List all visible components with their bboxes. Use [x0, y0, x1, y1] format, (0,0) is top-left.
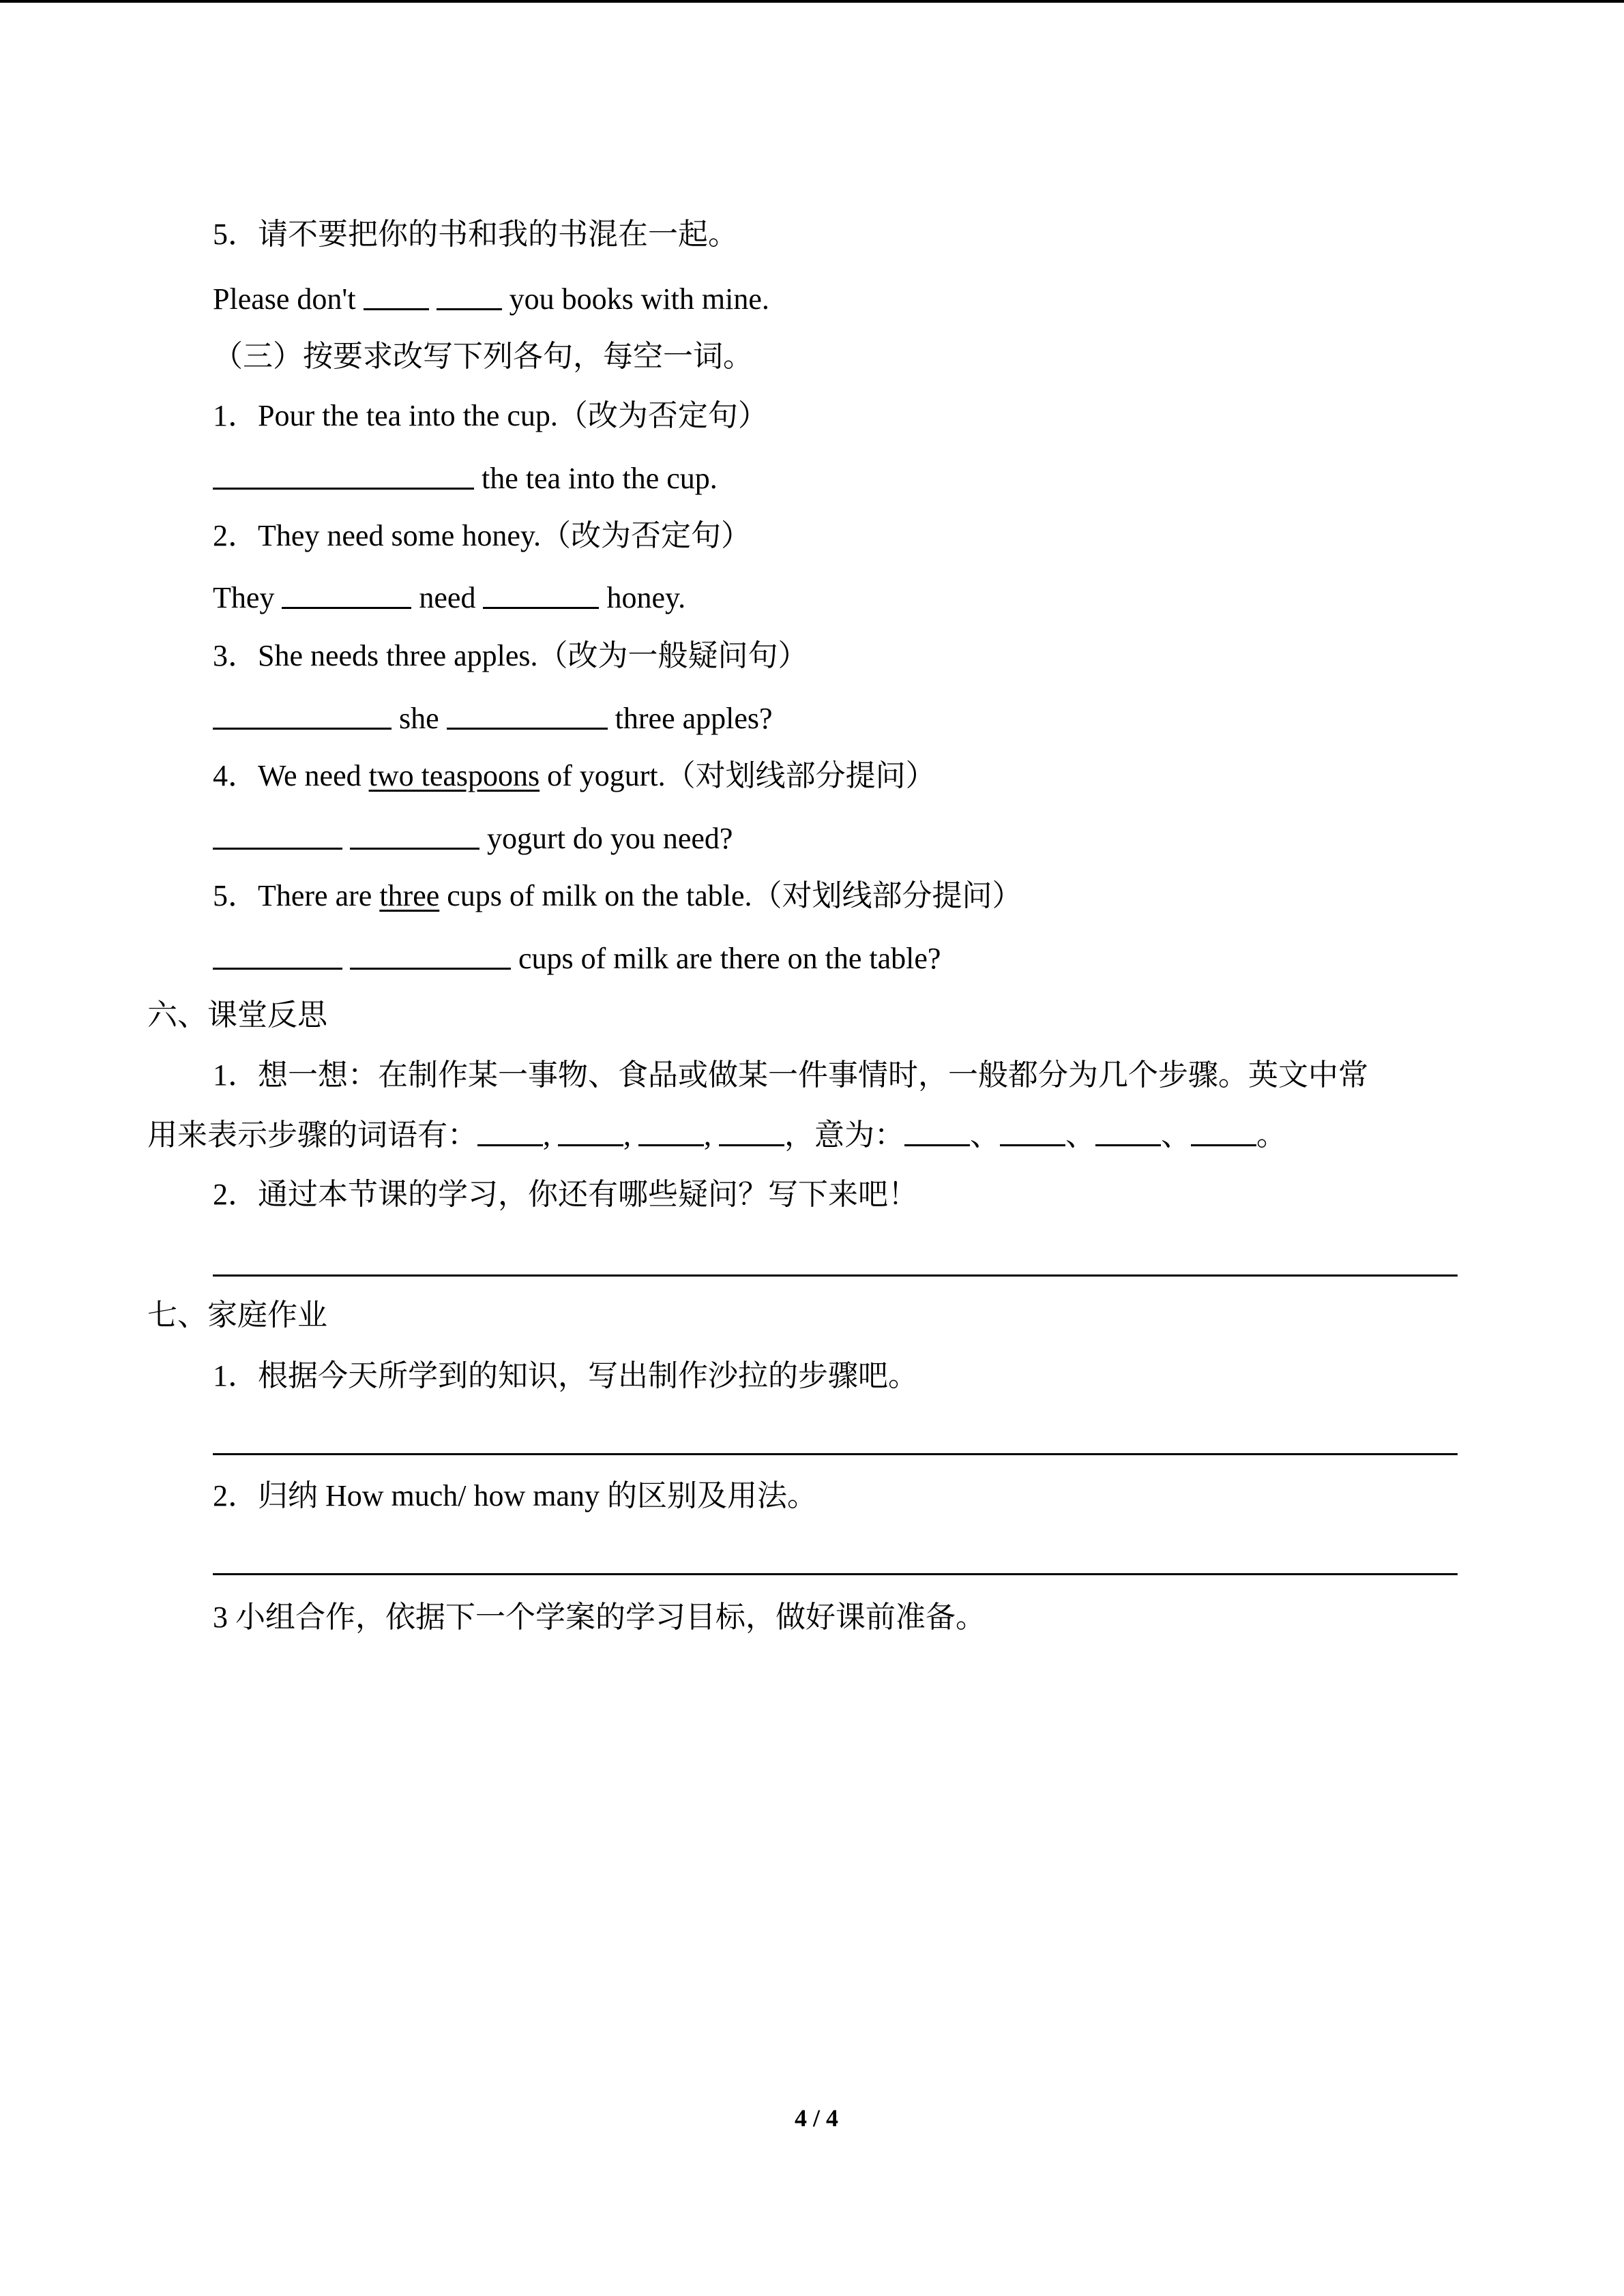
answer-blank[interactable]	[1095, 1117, 1161, 1146]
rewrite-item-3: 3．She needs three apples.（改为一般疑问句）	[213, 639, 808, 672]
comma: ,	[704, 1118, 711, 1152]
underlined-phrase: two teaspoons	[368, 759, 540, 792]
rewrite-item-1: 1．Pour the tea into the cup.（改为否定句）	[213, 399, 768, 432]
reflection-item-1: 1．想一想：在制作某一事物、食品或做某一件事情时，一般都分为几个步骤。英文中常	[213, 1058, 1368, 1092]
answer-blank[interactable]	[1191, 1117, 1256, 1146]
rewrite-item-2: 2．They need some honey.（改为否定句）	[213, 519, 752, 552]
text-please-dont: Please don't	[213, 282, 356, 316]
text-we-need: 4．We need	[213, 759, 361, 792]
rewrite-item-4	[213, 756, 936, 796]
answer-line[interactable]	[213, 1274, 1458, 1277]
section-6-heading: 六、课堂反思	[147, 998, 327, 1032]
rewrite-answer-3	[213, 698, 773, 739]
dun-mark: 、	[1065, 1118, 1095, 1152]
text-tea-into-cup: the tea into the cup.	[482, 462, 718, 495]
answer-line[interactable]	[213, 1453, 1458, 1455]
answer-blank[interactable]	[364, 281, 429, 310]
top-border	[0, 0, 1624, 3]
answer-blank[interactable]	[437, 281, 502, 310]
section-7-heading: 七、家庭作业	[147, 1298, 327, 1332]
chinese-sentence-5: 5．请不要把你的书和我的书混在一起。	[213, 218, 738, 251]
answer-blank[interactable]	[350, 820, 479, 850]
section-3-heading: （三）按要求改写下列各句，每空一词。	[213, 340, 753, 373]
answer-blank[interactable]	[1000, 1117, 1065, 1146]
text-honey: honey.	[606, 581, 686, 614]
answer-blank[interactable]	[447, 700, 608, 730]
answer-blank[interactable]	[282, 580, 411, 609]
answer-blank[interactable]	[638, 1117, 704, 1146]
text-books-with-mine: you books with mine.	[509, 282, 769, 316]
text-step-words: 用来表示步骤的词语有：	[147, 1118, 477, 1152]
answer-blank[interactable]	[213, 700, 392, 730]
answer-blank[interactable]	[904, 1117, 970, 1146]
reflection-item-1-cont	[147, 1115, 1286, 1156]
underlined-word: three	[379, 879, 440, 912]
text-cups-on-table: cups of milk are there on the table?	[518, 942, 941, 975]
period-mark: 。	[1256, 1118, 1286, 1152]
homework-item-2: 2．归纳 How much/ how many 的区别及用法。	[213, 1479, 818, 1512]
comma: ,	[543, 1118, 550, 1152]
text-cups-of-milk: cups of milk on the table.（对划线部分提问）	[447, 879, 1022, 912]
answer-blank[interactable]	[350, 940, 511, 970]
answer-blank[interactable]	[558, 1117, 623, 1146]
text-of-yogurt: of yogurt.（对划线部分提问）	[547, 759, 936, 792]
rewrite-item-5	[213, 876, 1022, 916]
text-they: They	[213, 581, 275, 614]
rewrite-answer-5	[213, 938, 941, 979]
comma: ,	[623, 1118, 631, 1152]
reflection-item-2: 2．通过本节课的学习，你还有哪些疑问？写下来吧！	[213, 1178, 918, 1211]
text-she: she	[399, 702, 439, 735]
answer-blank[interactable]	[213, 940, 342, 970]
text-yogurt-do-you-need: yogurt do you need?	[487, 822, 733, 855]
answer-blank[interactable]	[483, 580, 599, 609]
answer-blank[interactable]	[213, 820, 342, 850]
rewrite-answer-1	[213, 458, 718, 499]
page-number: 4 / 4	[795, 2104, 839, 2132]
answer-blank[interactable]	[477, 1117, 543, 1146]
rewrite-answer-4	[213, 818, 733, 859]
homework-item-1: 1．根据今天所学到的知识，写出制作沙拉的步骤吧。	[213, 1359, 918, 1392]
answer-blank[interactable]	[213, 460, 474, 490]
dun-mark: 、	[1161, 1118, 1191, 1152]
fill-blank-5	[213, 279, 769, 320]
text-meaning: ，意为：	[784, 1118, 904, 1152]
answer-line[interactable]	[213, 1573, 1458, 1575]
homework-item-3: 3 小组合作，依据下一个学案的学习目标，做好课前准备。	[213, 1600, 986, 1634]
rewrite-answer-2	[213, 578, 685, 618]
answer-blank[interactable]	[719, 1117, 784, 1146]
text-need: need	[419, 581, 476, 614]
dun-mark: 、	[970, 1118, 1000, 1152]
text-there-are: 5．There are	[213, 879, 372, 912]
text-three-apples: three apples?	[615, 702, 773, 735]
